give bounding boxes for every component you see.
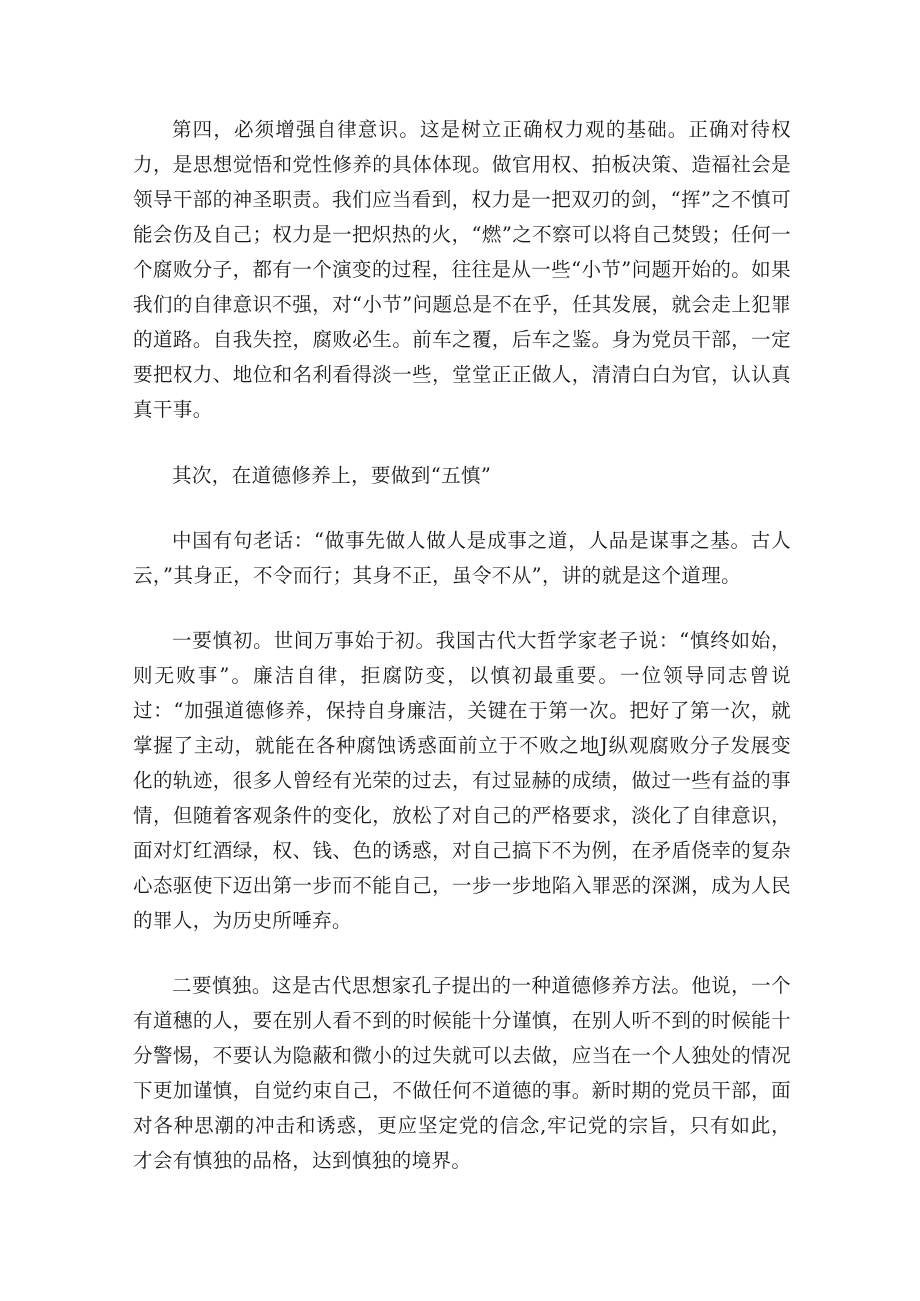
paragraph-prudence-alone: 二要慎独。这是古代思想家孔子提出的一种道德修养方法。他说，一个有道穗的人，要在别人看不到的时候能十分谨慎，在别人听不到的时候能十分警惕，不要认为隐蔽和微小的过失就可以去做，应当在一个人独处的情况下更加谨慎，自觉约束自己，不做任何不道德的事。新时期的党员干部，面对各种思潮的冲击和诱惑，更应坚定党的信念,牢记党的宗旨，只有如此，才会有慎独的品格，达到慎独的境界。 (133, 974, 791, 1172)
document-body (133, 112, 791, 1178)
paragraph-old-saying: 中国有句老话：“做事先做人做人是成事之道，人品是谋事之基。古人云，”其身正，不令而行；其身不正，虽令不从”，讲的就是这个道理。 (133, 529, 791, 587)
paragraph-self-discipline: 第四，必须增强自律意识。这是树立正确权力观的基础。正确对待权力，是思想觉悟和党性修养的具体体现。做官用权、拍板决策、造福社会是领导干部的神圣职责。我们应当看到，权力是一把双刃的剑，“挥”之不慎可能会伤及自己；权力是一把炽热的火，“燃”之不察可以将自己焚毁；任何一个腐败分子，都有一个演变的过程，往往是从一些“小节”问题开始的。如果我们的自律意识不强，对“小节”问题总是不在乎，任其发展，就会走上犯罪的道路。自我失控，腐败必生。前车之覆，后车之鉴。身为党员干部，一定要把权力、地位和名利看得淡一些，堂堂正正做人，清清白白为官，认认真真干事。 (133, 118, 791, 421)
paragraph-prudence-beginning: 一要慎初。世间万事始于初。我国古代大哲学家老子说：“慎终如始，则无败事”。廉洁自律，拒腐防变，以慎初最重要。一位领导同志曾说过：“加强道德修养，保持自身廉洁，关键在于第一次。把好了第一次，就掌握了主动，就能在各种腐蚀诱惑面前立于不败之地J纵观腐败分子发展变化的轨迹，很多人曾经有光荣的过去，有过显赫的成绩，做过一些有益的事情，但随着客观条件的变化，放松了对自己的严格要求，淡化了自律意识，面对灯红酒绿，权、钱、色的诱惑，对自己搞下不为例，在矛盾侥幸的复杂心态驱使下迈出第一步而不能自己，一步一步地陷入罪恶的深渊，成为人民的罪人，为历史所唾弃。 (133, 629, 791, 932)
paragraph-five-prudence-heading: 其次，在道德修养上，要做到“五慎” (172, 464, 492, 487)
